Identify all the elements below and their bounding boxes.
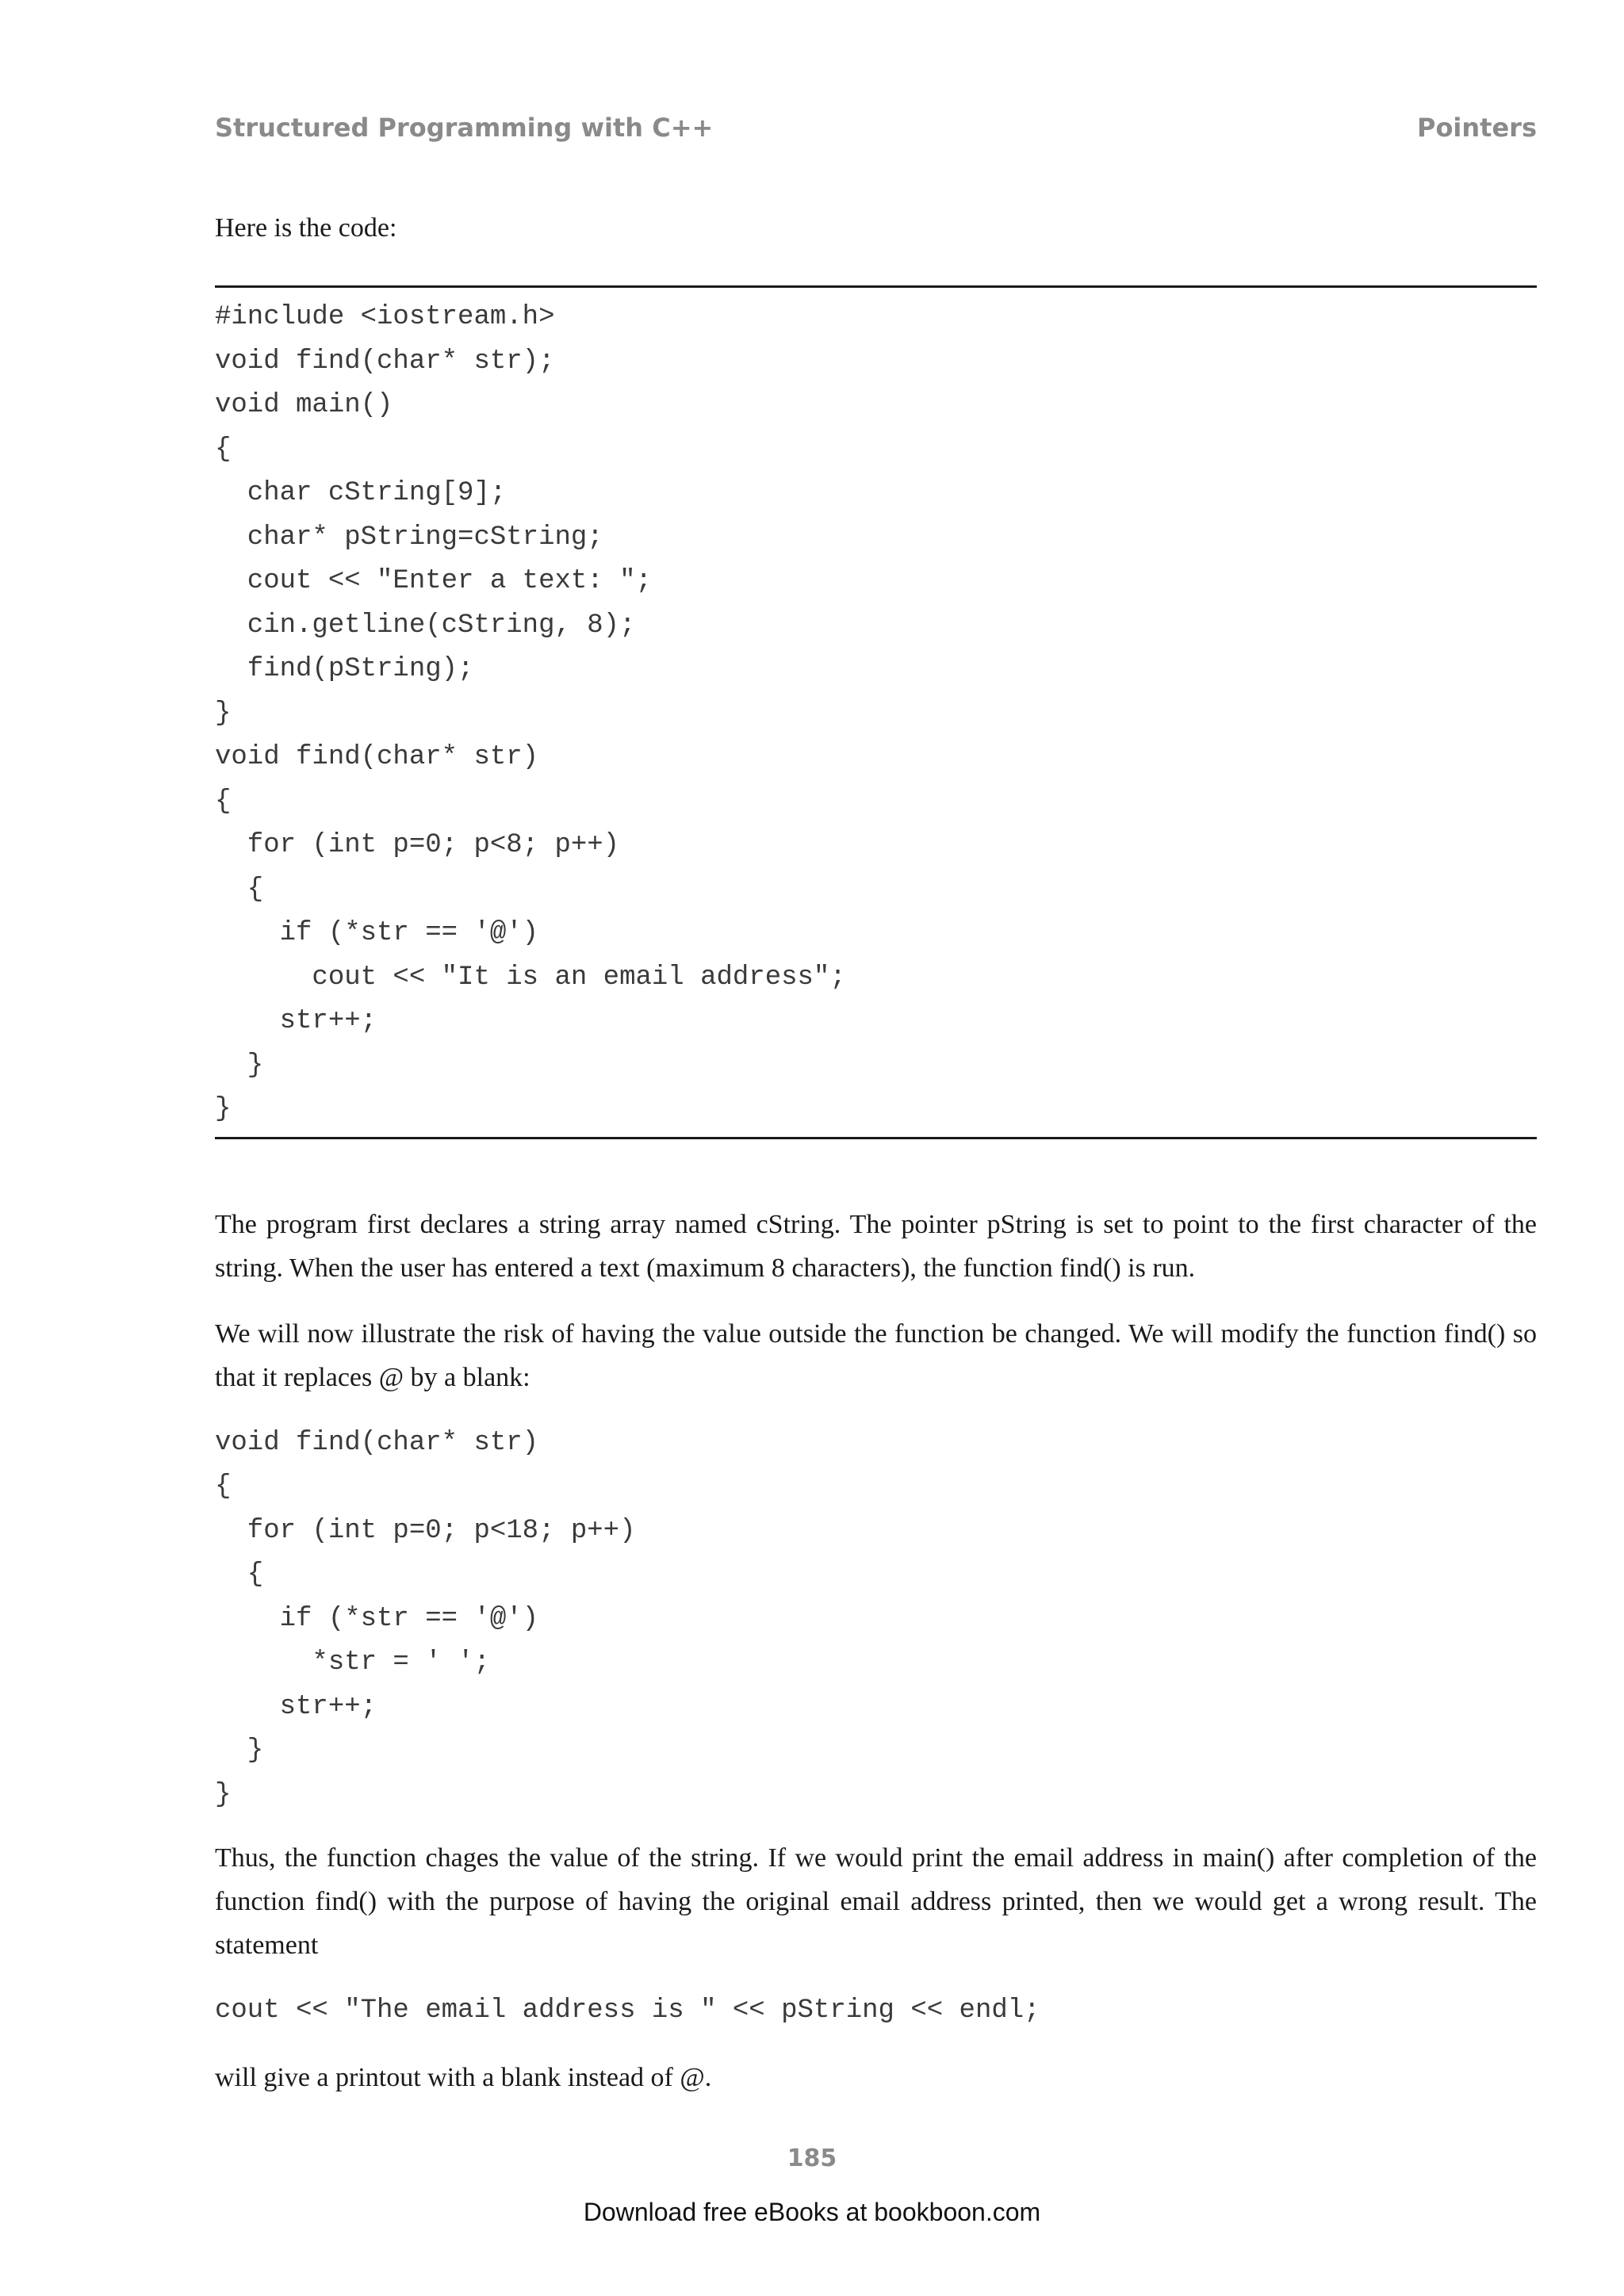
- code-block-modified-find-line: }: [215, 1735, 264, 1766]
- running-header: [215, 113, 1537, 143]
- paragraph-risk: We will now illustrate the risk of having the value outside the function be changed. We will modify the function find() so that it replaces @ by a blank:: [215, 1318, 1537, 1392]
- code-top-rule: [215, 285, 1537, 288]
- code-block-main-line: cout << "It is an email address";: [215, 962, 846, 993]
- code-block-main-line: {: [215, 434, 232, 465]
- code-block-main-line: {: [215, 874, 264, 905]
- intro-text: Here is the code:: [215, 213, 397, 243]
- code-block-modified-find-line: for (int p=0; p<18; p++): [215, 1515, 636, 1546]
- code-block-main-line: void find(char* str);: [215, 346, 555, 377]
- code-block-main-line: cin.getline(cString, 8);: [215, 610, 636, 641]
- code-block-main-line: void find(char* str): [215, 742, 539, 772]
- code-statement: cout << "The email address is " << pString << endl;: [215, 1996, 1040, 2026]
- code-block-main-line: }: [215, 1094, 232, 1124]
- code-block-modified-find-line: void find(char* str): [215, 1427, 539, 1458]
- code-block-modified-find-line: {: [215, 1559, 264, 1590]
- code-block-modified-find-line: if (*str == '@'): [215, 1603, 539, 1634]
- code-block-main-line: find(pString);: [215, 654, 474, 684]
- code-block-main-line: #include <iostream.h>: [215, 302, 555, 332]
- code-block-modified-find-line: }: [215, 1779, 232, 1810]
- footer-download-link[interactable]: Download free eBooks at bookboon.com: [583, 2198, 1041, 2226]
- chapter-title: Pointers: [1416, 113, 1537, 143]
- book-title: Structured Programming with C++: [215, 113, 714, 143]
- code-block-main-line: }: [215, 698, 232, 729]
- code-block-main-line: {: [215, 786, 232, 817]
- paragraph-explanation: The program first declares a string array named cString. The pointer pString is set to point to the first character of the string. When the user has entered a text (maximum 8 characters), the function find() is run.: [215, 1209, 1537, 1283]
- paragraph-consequence: Thus, the function chages the value of the string. If we would print the email address in main() after completion of the function find() with the purpose of having the original email address printed, then we would get a wrong result. The statement: [215, 1843, 1537, 1960]
- code-block-modified-find-line: *str = ' ';: [215, 1647, 490, 1678]
- page-number: 185: [787, 2145, 837, 2172]
- code-bottom-rule: [215, 1137, 1537, 1139]
- code-block-modified-find-line: str++;: [215, 1691, 377, 1722]
- code-block-main-line: char cString[9];: [215, 478, 507, 508]
- code-block-main-line: void main(): [215, 390, 393, 420]
- code-block-modified-find-line: {: [215, 1471, 232, 1502]
- code-block-main-line: if (*str == '@'): [215, 918, 539, 948]
- code-block-main-line: }: [215, 1050, 264, 1081]
- code-block-main-line: cout << "Enter a text: ";: [215, 566, 652, 596]
- code-block-modified-find: [215, 1422, 1537, 1818]
- code-block-main-line: str++;: [215, 1006, 377, 1036]
- paragraph-result: will give a printout with a blank instead of @.: [215, 2062, 712, 2092]
- code-block-main-line: for (int p=0; p<8; p++): [215, 830, 620, 860]
- code-block-main: [215, 296, 1537, 1132]
- code-block-main-line: char* pString=cString;: [215, 522, 603, 553]
- page-content: [215, 206, 1537, 2099]
